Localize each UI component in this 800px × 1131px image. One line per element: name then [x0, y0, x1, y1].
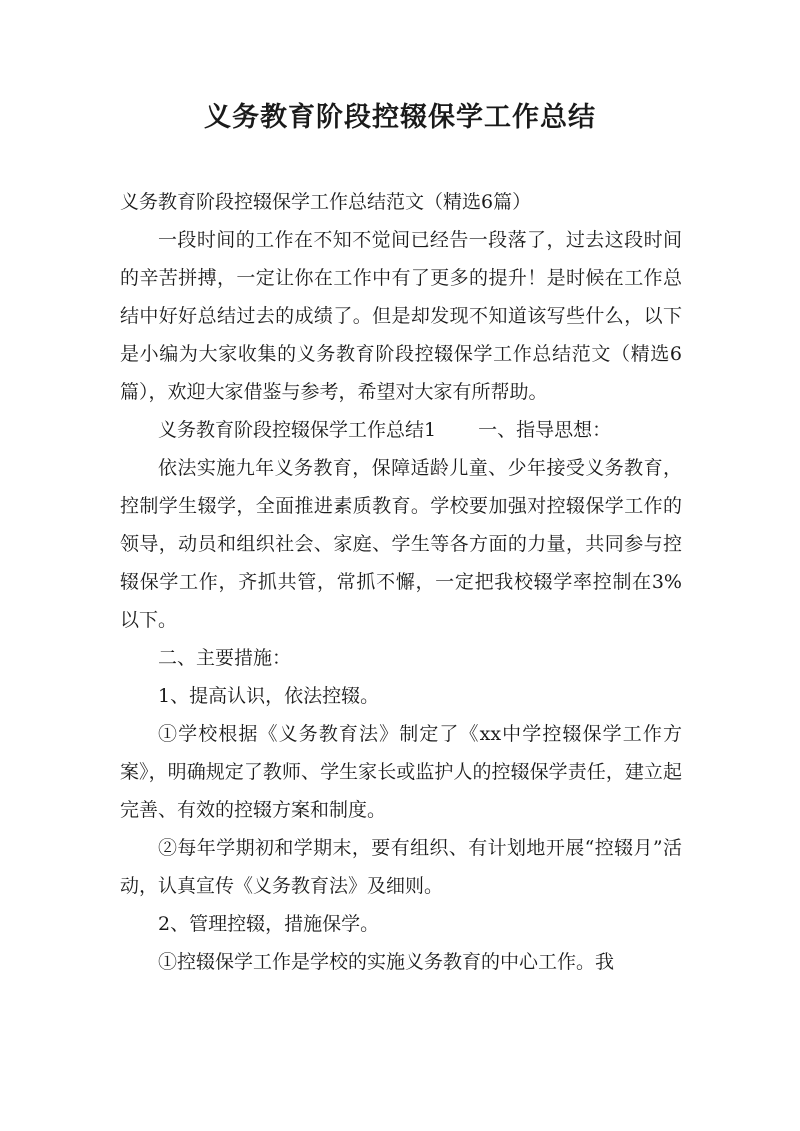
measure-1-item-b: ②每年学期初和学期末，要有组织、有计划地开展“控辍月”活动，认真宣传《义务教育法》及细则。 — [120, 837, 682, 897]
guiding-paragraph: 依法实施九年义务教育，保障适龄儿童、少年接受义务教育，控制学生辍学，全面推进素质教育。学校要加强对控辍保学工作的领导，动员和组织社会、家庭、学生等各方面的力量，共同参与控辍保学工作，齐抓共管，常抓不懈，一定把我校辍学率控制在3%以下。 — [120, 457, 682, 631]
section-heading: 义务教育阶段控辍保学工作总结1 — [158, 419, 437, 441]
section-point: 一、指导思想： — [478, 419, 612, 441]
section-heading-line — [120, 411, 682, 449]
measure-2-heading: 2、管理控辍，措施保学。 — [158, 913, 380, 935]
intro-paragraph: 一段时间的工作在不知不觉间已经告一段落了，过去这段时间的辛苦拼搏，一定让你在工作中有了更多的提升！是时候在工作总结中好好总结过去的成绩了。但是却发现不知道该写些什么，以下是小编为大家收集的义务教育阶段控辍保学工作总结范文（精选6篇），欢迎大家借鉴与参考，希望对大家有所帮助。 — [120, 229, 682, 403]
measure-2-item-a: ①控辍保学工作是学校的实施义务教育的中心工作。我 — [158, 951, 615, 973]
measure-1-heading: 1、提高认识，依法控辍。 — [158, 685, 380, 707]
document-body — [120, 183, 682, 981]
document-title: 义务教育阶段控辍保学工作总结 — [204, 102, 596, 133]
measures-heading: 二、主要措施： — [158, 647, 292, 669]
measure-1-item-a: ①学校根据《义务教育法》制定了《xx中学控辍保学工作方案》，明确规定了教师、学生家长或监护人的控辍保学责任，建立起完善、有效的控辍方案和制度。 — [120, 723, 682, 821]
document-subtitle: 义务教育阶段控辍保学工作总结范文（精选6篇） — [120, 191, 532, 213]
